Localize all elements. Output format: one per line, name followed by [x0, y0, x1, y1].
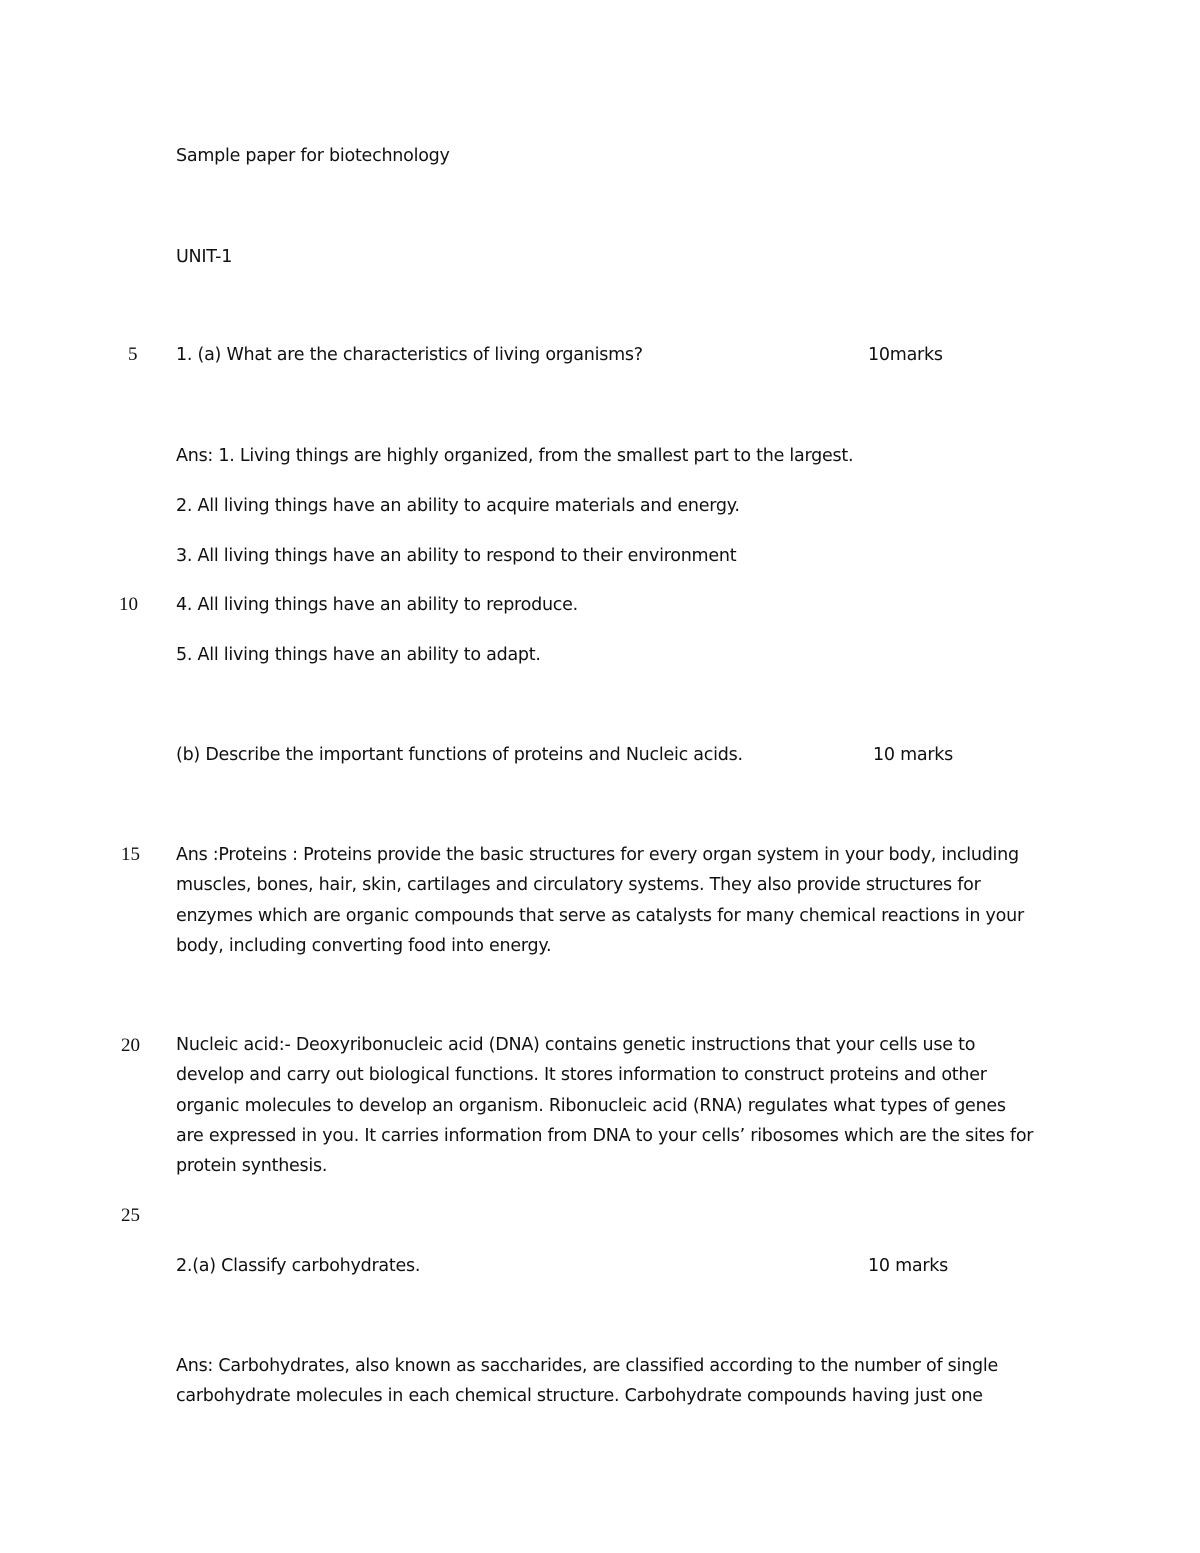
line-number: 20 [121, 1035, 140, 1056]
unit-heading: UNIT-1 [176, 247, 233, 267]
line-number: 5 [128, 344, 138, 365]
answer-1a-line: Ans: 1. Living things are highly organized, from the smallest part to the largest. [176, 446, 854, 466]
question-2a: 2.(a) Classify carbohydrates. [176, 1256, 421, 1276]
question-1a-marks: 10marks [868, 345, 943, 365]
answer-2a: Ans: Carbohydrates, also known as saccharides, are classified according to the number of single carbohydrate molecules in each chemical structure. Carbohydrate compounds having just one [176, 1356, 998, 1407]
answer-1a-line: 2. All living things have an ability to acquire materials and energy. [176, 496, 740, 516]
question-1b: (b) Describe the important functions of proteins and Nucleic acids. [176, 745, 743, 765]
answer-1b-nucleic: Nucleic acid:- Deoxyribonucleic acid (DNA) contains genetic instructions that your cells use to develop and carry out biological functions. It stores information to construct proteins and other organic molecules to develop an organism. Ribonucleic acid (RNA) regulates what types of genes are expressed in you. It carries information from DNA to your cells’ ribosomes which are the sites for protein synthesis. [176, 1035, 1034, 1177]
question-1b-marks: 10 marks [873, 745, 954, 765]
answer-1a-line: 4. All living things have an ability to reproduce. [176, 595, 578, 615]
question-2a-marks: 10 marks [868, 1256, 949, 1276]
answer-1b-proteins: Ans :Proteins : Proteins provide the basic structures for every organ system in your body, including muscles, bones, hair, skin, cartilages and circulatory systems. They also provide structures for enzymes which are organic compounds that serve as catalysts for many chemical reactions in your body, including converting food into energy. [176, 845, 1024, 956]
line-number: 25 [121, 1205, 140, 1226]
question-1a: 1. (a) What are the characteristics of living organisms? [176, 345, 643, 365]
answer-1a-line: 3. All living things have an ability to respond to their environment [176, 546, 737, 566]
document-title: Sample paper for biotechnology [176, 146, 450, 166]
line-number: 10 [119, 594, 138, 615]
line-number: 15 [121, 844, 140, 865]
answer-1a-line: 5. All living things have an ability to adapt. [176, 645, 541, 665]
